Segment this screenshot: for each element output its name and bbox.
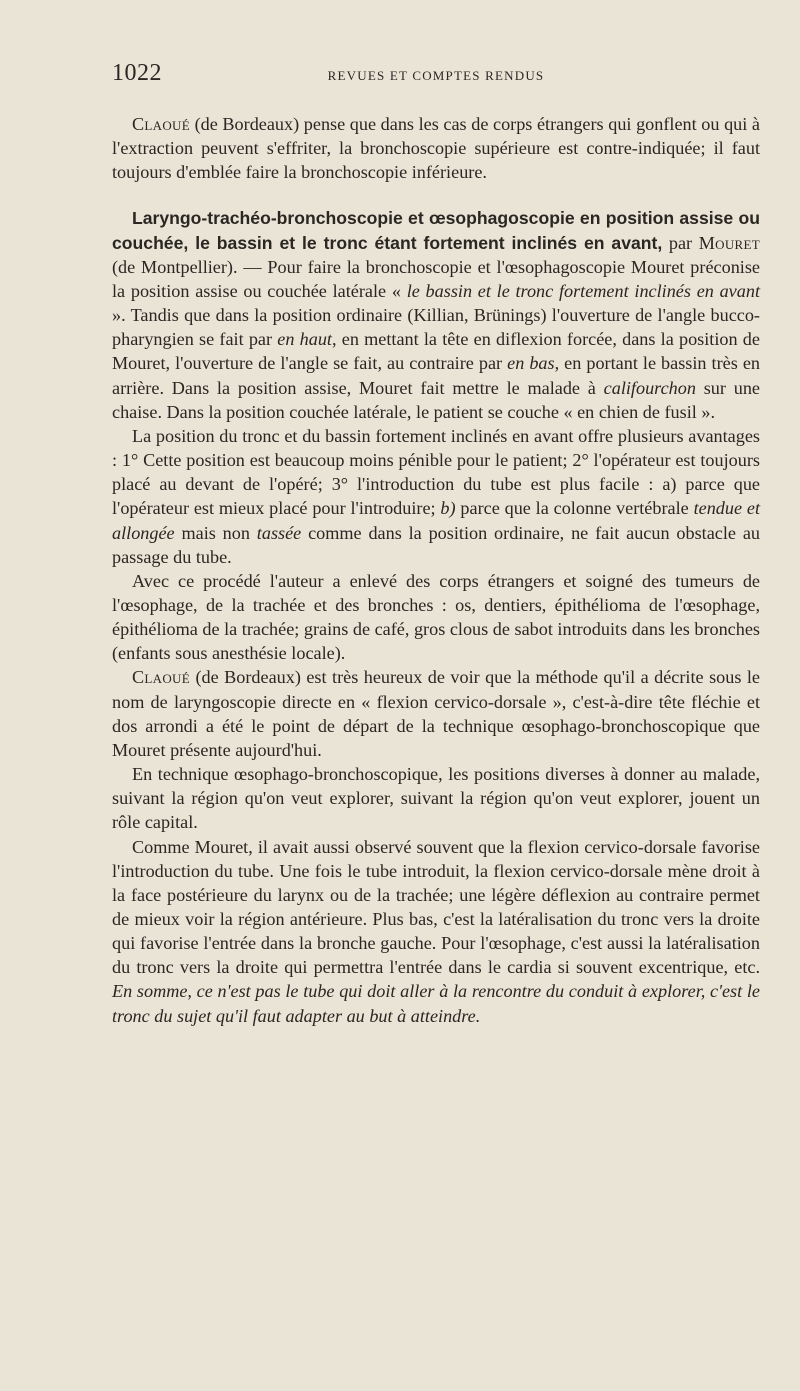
paragraph-text: Comme Mouret, il avait aussi observé souvent que la flexion cervico-dorsale favorise l'introduction du tube. Une fois le tube introduit, la flexion cervico-dorsale mène droit à la face postérieure du larynx ou de la trachée; une légère déflexion au contraire permet de mieux voir la région antérieure. Plus bas, c'est la latéralisation du tronc vers la droite qui favorise l'entrée dans la bronche gauche. Pour l'œsophage, c'est aussi la latéralisation du tronc vers la droite qui permettra l'entrée dans le cardia si souvent excentrique, etc. xyxy=(112,836,760,978)
paragraph-claoue-1 xyxy=(112,112,760,184)
paragraph-text: (de Bordeaux) pense que dans les cas de corps étrangers qui gonflent ou qui à l'extraction peuvent s'effriter, la bronchoscopie supérieure est contre-indiquée; il faut toujours d'emblée faire la bronchoscopie inférieure. xyxy=(112,114,760,183)
section-heading: Laryngo-trachéo-bronchoscopie et œsophagoscopie en position assise ou couchée, le bassin et le tronc étant fortement inclinés en avant, xyxy=(112,208,760,253)
author-name: Mouret xyxy=(698,232,760,253)
italic-segment: le bassin et le tronc fortement inclinés en avant xyxy=(406,280,760,301)
paragraph-results xyxy=(112,569,760,666)
italic-conclusion: En somme, ce n'est pas le tube qui doit aller à la rencontre du conduit à explorer, c'est le tronc du sujet qu'il faut adapter au but à atteindre. xyxy=(112,981,760,1026)
author-name: Claoué xyxy=(132,667,190,688)
text-segment: , en mettant la tête en diflexion forcée, dans la position de Mouret, l'ouverture de l'angle se fait, au contraire par xyxy=(112,329,760,374)
paragraph-text: En technique œsophago-bronchoscopique, les positions diverses à donner au malade, suivant la région qu'on veut explorer, suivant la région qu'on veut explorer, jouent un rôle capital. xyxy=(112,764,760,833)
paragraph-advantages xyxy=(112,424,760,569)
page-number: 1022 xyxy=(112,60,162,86)
paragraph-text: (de Bordeaux) est très heureux de voir que la méthode qu'il a décrite sous le nom de laryngoscopie directe en « flexion cervico-dorsale », c'est-à-dire tête fléchie et dos arrondi a été le point de départ de la technique œsophago-bronchoscopique que Mouret présente aujourd'hui. xyxy=(112,667,760,760)
text-by: par xyxy=(662,232,699,253)
italic-segment: en bas xyxy=(507,353,555,374)
italic-segment: en haut xyxy=(277,329,332,350)
author-name: Claoué xyxy=(132,114,190,134)
paragraph-text: Avec ce procédé l'auteur a enlevé des corps étrangers et soigné des tumeurs de l'œsophage, de la trachée et des bronches : os, dentiers, épithélioma de l'œsophage, épithélioma de la trachée; grains de café, gros clous de sabot introduits dans les bronches (enfants sous anesthésie locale). xyxy=(112,570,760,664)
text-segment: comme dans la position ordinaire, ne fait aucun obstacle au passage du tube. xyxy=(112,522,760,567)
paragraph-conclusion xyxy=(112,835,760,1028)
text-segment: , en portant le bassin très en arrière. Dans la position assise, Mouret fait mettre le malade à xyxy=(112,353,760,398)
page-header xyxy=(112,60,760,90)
paragraph-claoue-2 xyxy=(112,665,760,762)
italic-segment: b) xyxy=(440,498,456,519)
text-segment: parce que la colonne vertébrale xyxy=(455,498,694,519)
italic-segment: califourchon xyxy=(603,377,696,398)
text-segment: sur une chaise. Dans la position couchée latérale, le patient se couche « en chien de fusil ». xyxy=(112,377,760,422)
article-body xyxy=(112,112,760,1028)
paragraph-mouret-communication xyxy=(112,206,760,423)
text-segment: mais non xyxy=(174,522,257,543)
text-segment: (de Montpellier). — Pour faire la bronchoscopie et l'œsophagoscopie Mouret préconise la position assise ou couchée latérale « xyxy=(112,256,760,301)
italic-segment: tendue et allongée xyxy=(112,498,760,543)
italic-segment: tassée xyxy=(256,522,302,543)
text-segment: ». Tandis que dans la position ordinaire (Killian, Brünings) l'ouverture de l'angle bucco-pharyngien se fait par xyxy=(112,305,760,350)
paragraph-technique xyxy=(112,762,760,834)
text-segment: La position du tronc et du bassin fortement inclinés en avant offre plusieurs avantages : 1° Cette position est beaucoup moins pénible pour le patient; 2° l'opérateur est toujours placé au devant de l'opéré; 3° l'introduction du tube est plus facile : a) parce que l'opérateur est mieux placé pour l'introduire; xyxy=(112,425,760,519)
running-title: REVUES ET COMPTES RENDUS xyxy=(327,68,545,83)
